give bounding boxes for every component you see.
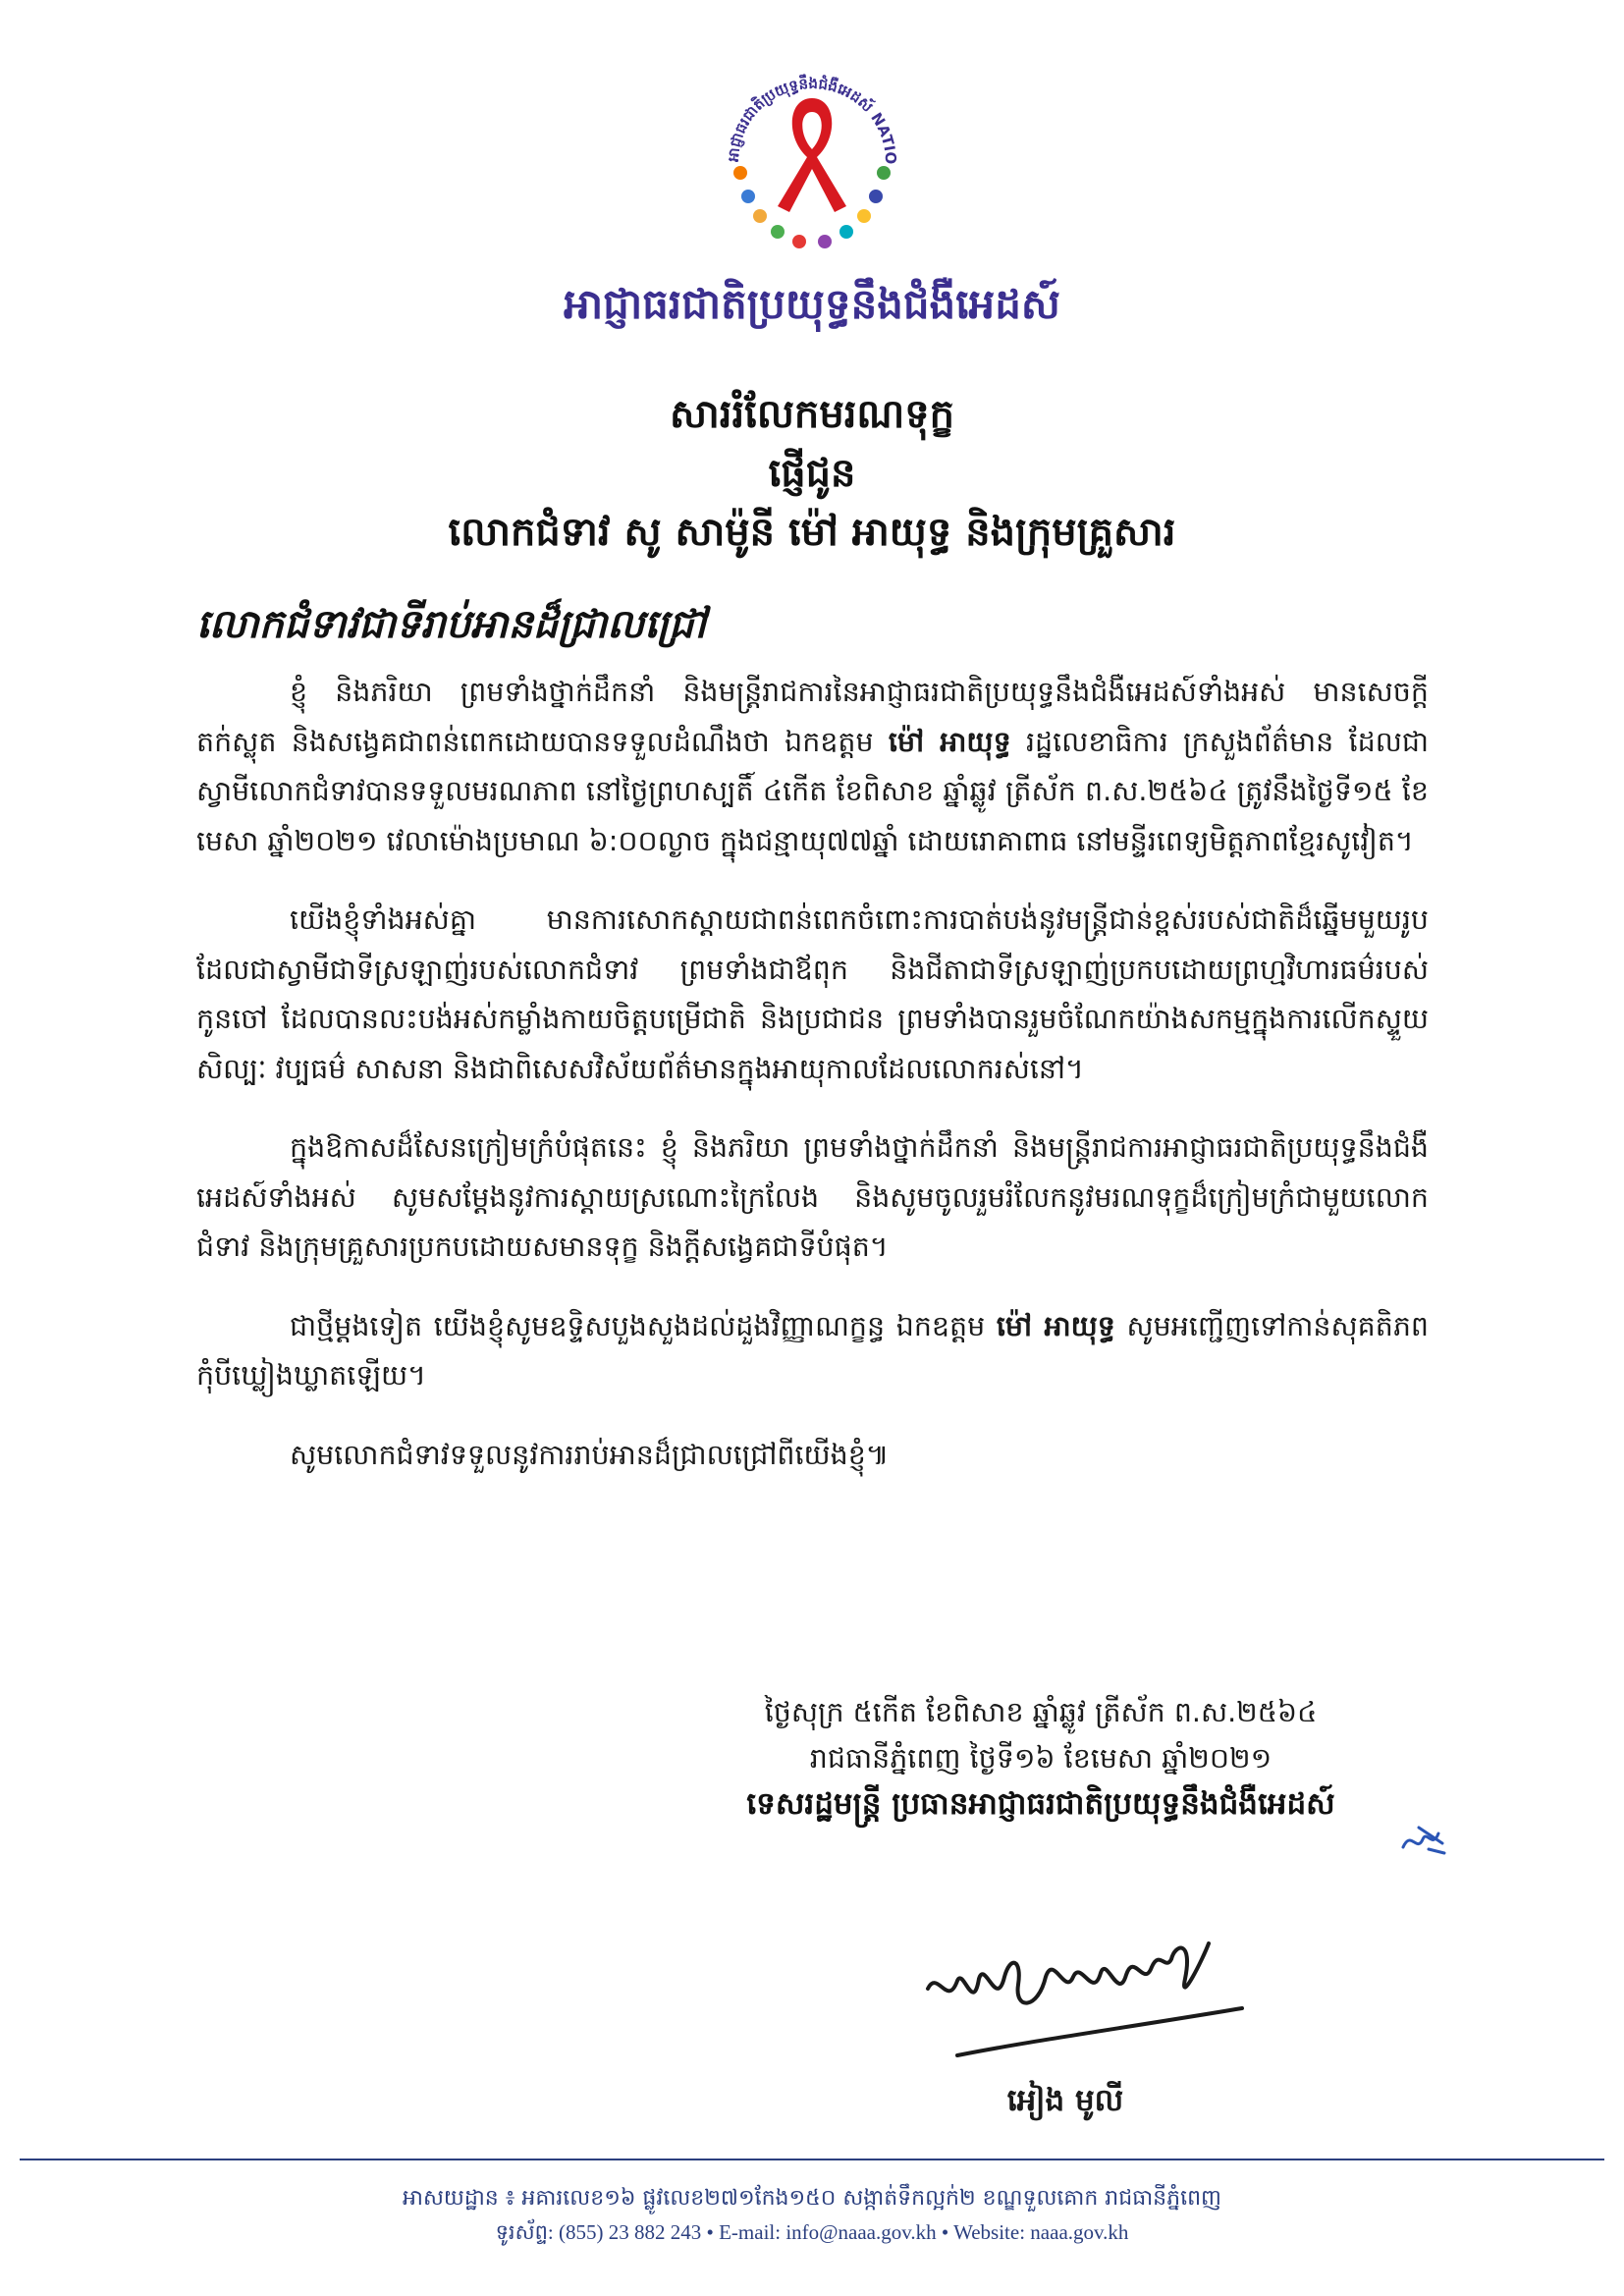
paragraph-1: [196, 668, 1429, 866]
logo-text: អាជ្ញាធរជាតិប្រយុទ្ធនឹងជំងឺអេដស៍ NATIO: [724, 74, 900, 165]
initials-mark: [1399, 1820, 1448, 1861]
footer-address: អាសយដ្ឋាន ៖ អគារលេខ១៦ ផ្លូវលេខ២៧១កែង១៥០ សង្កាត់ទឹកល្អក់២ ខណ្ឌទួលគោក រាជធានីភ្នំពេញ: [403, 2186, 1221, 2211]
paragraph-1-part-a: ខ្ញុំ និងភរិយា ព្រមទាំងថ្នាក់ដឹកនាំ និងមន្រ្តីរាជការនៃអាជ្ញាធរជាតិប្រយុទ្ធនឹងជំងឺអេដស៍ទាំងអស់ មានសេចក្តីតក់ស្លុត និងសង្វេគជាពន់ពេកដោយបានទទួលដំណឹងថា ឯកឧត្តម: [196, 676, 1429, 758]
footer-contact: [0, 2215, 1624, 2249]
paragraph-1-part-b: រដ្ឋលេខាធិការ ក្រសួងព័ត៌មាន ដែលជាស្វាមីលោកជំទាវបានទទួលមរណភាព នៅថ្ងៃព្រហស្បតិ៍ ៤កើត ខែពិសាខ ឆ្នាំឆ្លូវ ត្រីស័ក ព.ស.២៥៦៤ ត្រូវនឹងថ្ងៃទី១៥ ខែមេសា ឆ្នាំ២០២១ វេលាម៉ោងប្រមាណ ៦:០០ល្ងាច ក្នុងជន្មាយុ៧៧ឆ្នាំ ដោយរោគាពាធ នៅមន្ទីរពេទ្យមិត្តភាពខ្មែរសូវៀត។: [196, 725, 1430, 857]
date-lunar: ថ្ងៃសុក្រ ៥កើត ខែពិសាខ ឆ្នាំឆ្លូវ ត្រីស័ក ព.ស.២៥៦៤: [764, 1696, 1318, 1728]
phone-label: ទូរស័ព្ទ:: [495, 2220, 554, 2244]
title-line-2: ផ្ញើជូន: [768, 450, 856, 496]
bullet-separator: •: [706, 2220, 714, 2244]
deceased-name: ម៉ៅ អាយុទ្ធ: [996, 1309, 1115, 1342]
date-solar: រាជធានីភ្នំពេញ ថ្ងៃទី១៦ ខែមេសា ឆ្នាំ២០២១: [809, 1742, 1272, 1775]
letter-title: [0, 385, 1624, 562]
paragraph-4: [196, 1302, 1429, 1401]
paragraph-4-part-a: ជាថ្មីម្តងទៀត យើងខ្ញុំសូមឧទ្ទិសបួងសួងដល់ដួងវិញ្ញាណក្ខន្ធ ឯកឧត្តម: [290, 1309, 997, 1342]
red-ribbon-icon: [778, 98, 846, 212]
paragraph-2: យើងខ្ញុំទាំងអស់គ្នា មានការសោកស្តាយជាពន់ពេកចំពោះការបាត់បង់នូវមន្រ្តីជាន់ខ្ពស់របស់ជាតិដ៏ឆ្នើមមួយរូប ដែលជាស្វាមីជាទីស្រឡាញ់របស់លោកជំទាវ ព្រមទាំងជាឪពុក និងជីតាជាទីស្រឡាញ់ប្រកបដោយព្រហ្មវិហារធម៌របស់កូនចៅ ដែលបានលះបង់អស់កម្លាំងកាយចិត្តបម្រើជាតិ និងប្រជាជន ព្រមទាំងបានរួមចំណែកយ៉ាងសកម្មក្នុងការលើកស្ទួយសិល្បៈ វប្បធម៌ សាសនា និងជាពិសេសវិស័យព័ត៌មានក្នុងអាយុកាលដែលលោករស់នៅ។: [196, 903, 1429, 1085]
salutation: លោកជំទាវជាទីរាប់អានដ៏ជ្រាលជ្រៅ: [196, 601, 706, 647]
letter-body: [196, 668, 1429, 1480]
email-link[interactable]: E-mail: info@naaa.gov.kh: [719, 2220, 937, 2244]
signature-block: [628, 1689, 1453, 1828]
title-line-1: សាររំលែកមរណទុក្ខ: [669, 391, 955, 437]
paragraph-3: ក្នុងឱកាសដ៏សែនក្រៀមក្រំបំផុតនេះ ខ្ញុំ និងភរិយា ព្រមទាំងថ្នាក់ដឹកនាំ និងមន្រ្តីរាជការអាជ្ញាធរជាតិប្រយុទ្ធនឹងជំងឺអេដស៍ទាំងអស់ សូមសម្តែងនូវការស្តាយស្រណោះក្រៃលែង និងសូមចូលរួមរំលែកនូវមរណទុក្ខដ៏ក្រៀមក្រំជាមួយលោកជំទាវ និងក្រុមគ្រួសារប្រកបដោយសមានទុក្ខ និងក្តីសង្វេគជាទីបំផុត។: [196, 1131, 1429, 1263]
paragraph-4-part-b: សូមអញ្ជើញទៅកាន់សុគតិភព កុំបីឃ្លៀងឃ្លាតឡើយ។: [196, 1309, 1430, 1392]
bullet-separator: •: [941, 2220, 949, 2244]
logo-emblem: [709, 59, 915, 265]
signatory-title: ទេសរដ្ឋមន្រ្តី ប្រធានអាជ្ញាធរជាតិប្រយុទ្ធនឹងជំងឺអេដស៍: [746, 1786, 1335, 1822]
organization-name: អាជ្ញាធរជាតិប្រយុទ្ធនឹងជំងឺអេដស៍: [564, 280, 1060, 328]
footer: [0, 2182, 1624, 2249]
signer-name: អៀង មូលី: [1006, 2083, 1124, 2118]
closing-line: សូមលោកជំទាវទទួលនូវការរាប់អានដ៏ជ្រាលជ្រៅពីយើងខ្ញុំ៕: [290, 1438, 890, 1471]
deceased-name: ម៉ៅ អាយុទ្ធ: [888, 725, 1011, 758]
handwritten-signature: [908, 1920, 1262, 2067]
title-line-3: លោកជំទាវ សូ សាម៉ូនី ម៉ៅ អាយុទ្ធ និងក្រុមគ្រួសារ: [448, 509, 1176, 555]
logo-people-ring: [733, 166, 891, 248]
naa-logo: [709, 59, 915, 265]
footer-divider: [20, 2159, 1604, 2160]
phone-number: (855) 23 882 243: [559, 2220, 702, 2244]
website-link[interactable]: Website: naaa.gov.kh: [953, 2220, 1129, 2244]
